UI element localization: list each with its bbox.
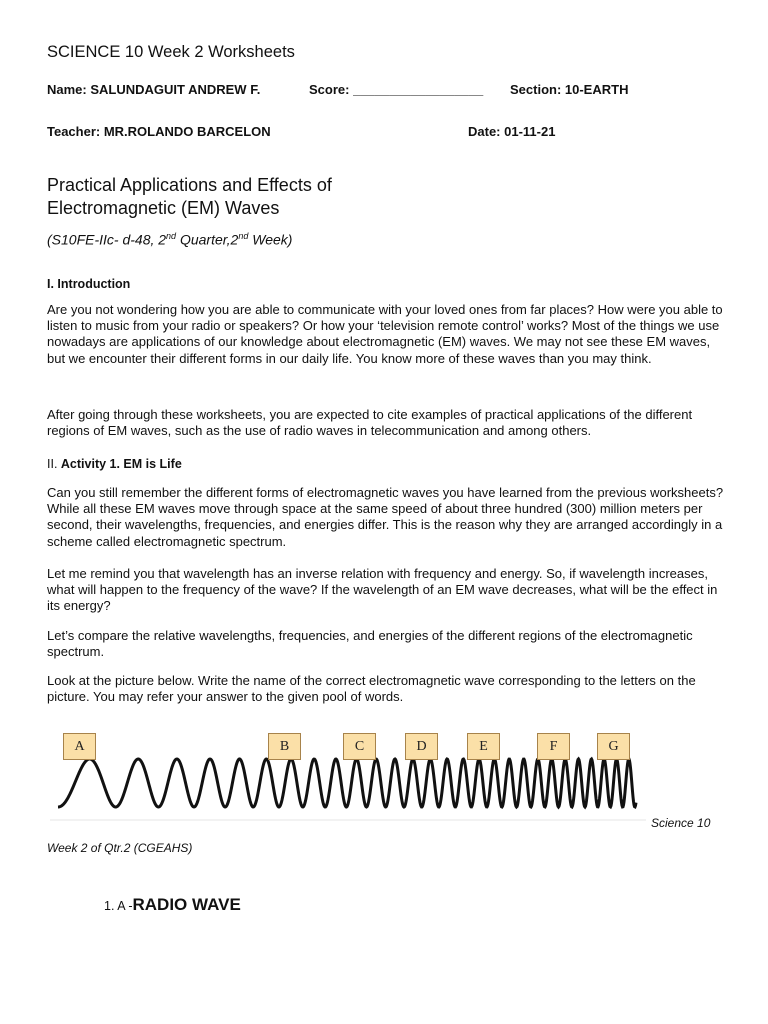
activity-paragraph-1: Can you still remember the different forms of electromagnetic waves you have learned from the previous worksheets? While all these EM waves move through space at the same speed of about three hundred (300) million meters per second, their wavelengths, frequencies, and energies differ. This is the reason why they are arranged accordingly in a scheme called electromagnetic spectrum. bbox=[47, 485, 724, 549]
activity-paragraph-2: Let me remind you that wavelength has an inverse relation with frequency and energy. So, if wavelength increases, what will happen to the frequency of the wave? If the wavelength of an EM wave decreases, what will be the effect in its energy? bbox=[47, 566, 718, 614]
wave-label-a: A bbox=[63, 733, 96, 760]
wave-label-f: F bbox=[537, 733, 570, 760]
answer-item-1 bbox=[104, 895, 241, 915]
answer-1-prefix: 1. A - bbox=[104, 899, 133, 913]
footer-week-label: Week 2 of Qtr.2 (CGEAHS) bbox=[47, 841, 193, 855]
lesson-title-line2: Electromagnetic (EM) Waves bbox=[47, 198, 280, 218]
code-sup1: nd bbox=[166, 231, 177, 241]
wave-label-b: B bbox=[268, 733, 301, 760]
code-prefix: (S10FE-IIc- d-48, 2 bbox=[47, 231, 167, 248]
student-name: Name: SALUNDAGUIT ANDREW F. bbox=[47, 82, 261, 97]
score-field: Score: __________________ bbox=[309, 82, 484, 97]
lesson-title bbox=[47, 174, 332, 220]
wave-label-g: G bbox=[597, 733, 630, 760]
activity-paragraph-4: Look at the picture below. Write the name of the correct electromagnetic wave corresponding to the letters on the picture. You may refer your answer to the given pool of words. bbox=[47, 673, 696, 705]
competency-code bbox=[47, 231, 292, 248]
intro-paragraph-2: After going through these worksheets, you are expected to cite examples of practical applications of the different regions of EM waves, such as the use of radio waves in telecommunication and among others. bbox=[47, 407, 693, 439]
worksheet-title: SCIENCE 10 Week 2 Worksheets bbox=[47, 43, 295, 61]
activity-heading bbox=[47, 457, 182, 471]
code-sup2: nd bbox=[238, 231, 249, 241]
section-field: Section: 10-EARTH bbox=[510, 82, 629, 97]
answer-1-text: RADIO WAVE bbox=[132, 895, 241, 914]
footer-science-label: Science 10 bbox=[651, 816, 711, 830]
activity-heading-prefix: II. bbox=[47, 457, 61, 471]
intro-paragraph-1: Are you not wondering how you are able to communicate with your loved ones from far places? How were you able to listen to music from your radio or speakers? Or how your ‘television remote control’ works? Most of the things we use nowadays are applications of our knowledge about electromagnetic (EM) waves. We may not see these EM waves, but we encounter their different forms in our daily life. You know more of these waves than you may think. bbox=[47, 302, 723, 366]
wave-label-c: C bbox=[343, 733, 376, 760]
lesson-title-line1: Practical Applications and Effects of bbox=[47, 175, 332, 195]
activity-heading-title: Activity 1. EM is Life bbox=[60, 457, 182, 471]
activity-paragraph-3: Let’s compare the relative wavelengths, frequencies, and energies of the different regions of the electromagnetic spectrum. bbox=[47, 628, 693, 660]
em-wave-line bbox=[58, 759, 636, 807]
code-mid: Quarter,2 bbox=[176, 231, 239, 248]
wave-label-e: E bbox=[467, 733, 500, 760]
teacher-name: Teacher: MR.ROLANDO BARCELON bbox=[47, 124, 271, 139]
wave-label-d: D bbox=[405, 733, 438, 760]
date-field: Date: 01-11-21 bbox=[468, 124, 556, 139]
code-suffix: Week) bbox=[248, 231, 293, 248]
intro-heading: I. Introduction bbox=[47, 277, 131, 291]
